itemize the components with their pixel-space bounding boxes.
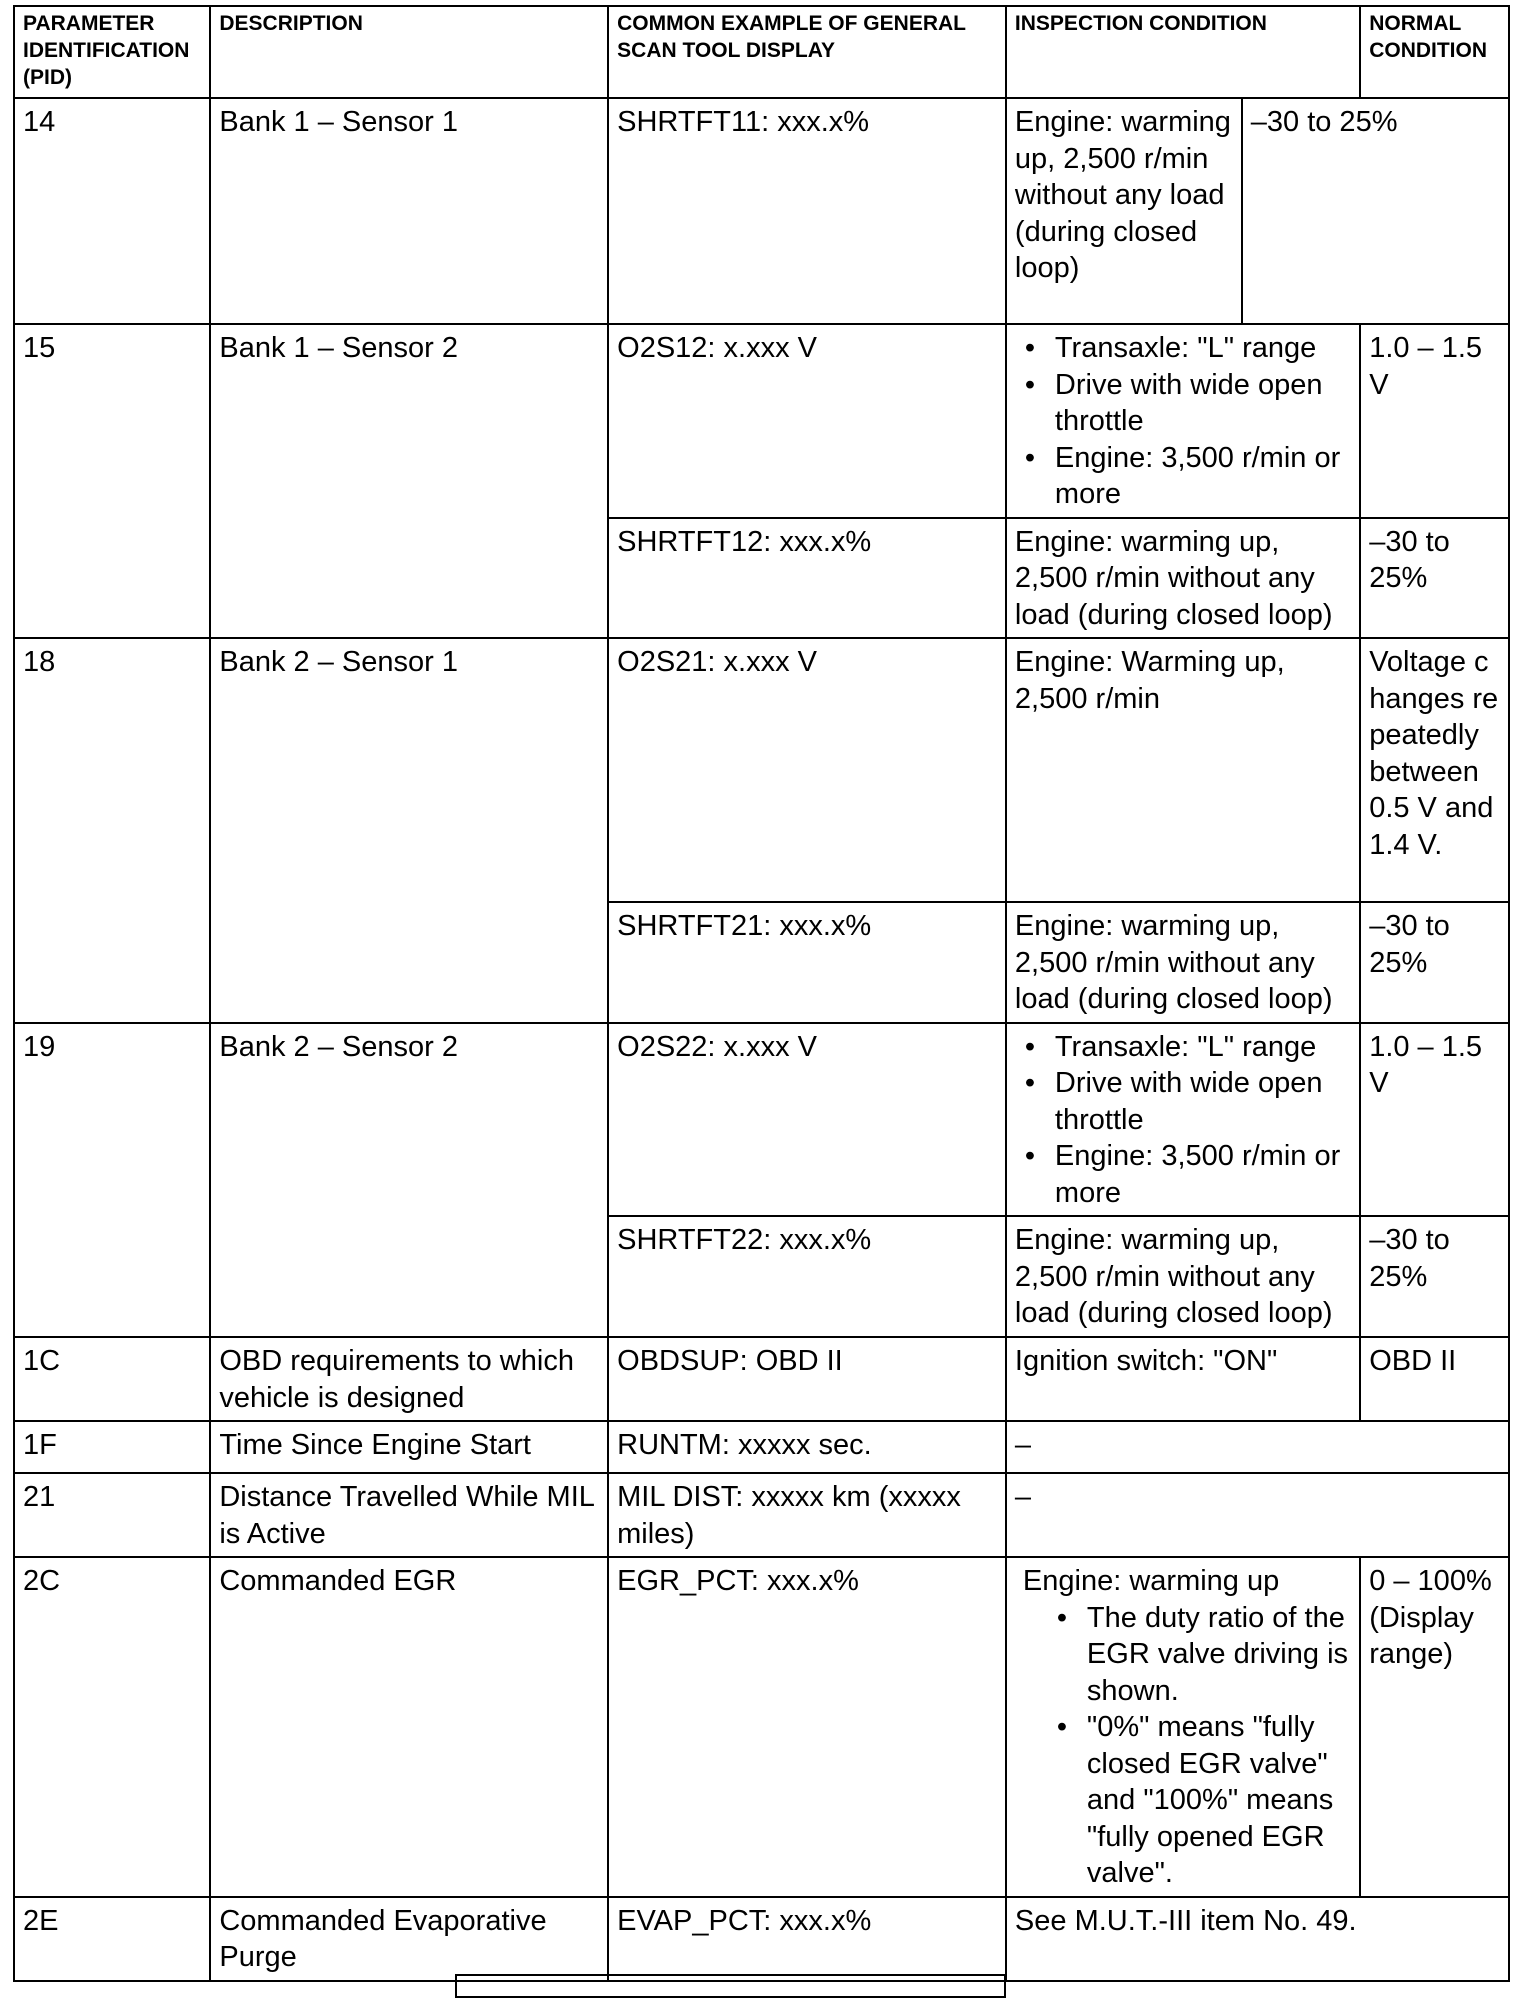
list-item: • Drive with wide open throttle [1055,367,1351,440]
cell-display: SHRTFT22: xxx.x% [608,1216,1006,1337]
cell-display: MIL DIST: xxxxx km (xxxxx miles) [608,1473,1006,1557]
header-pid: PARAMETER IDENTIFICATION (PID) [14,6,210,98]
cell-inspection [1006,1557,1360,1897]
cell-display: EGR_PCT: xxx.x% [608,1557,1006,1897]
header-inspection: INSPECTION CONDITION [1006,6,1360,98]
cell-display: SHRTFT11: xxx.x% [608,98,1006,324]
cell-pid: 21 [14,1473,210,1557]
cell-display: O2S22: x.xxx V [608,1023,1006,1217]
cell-inspection [1006,1023,1360,1217]
cell-inspection: Ignition switch: "ON" [1006,1337,1360,1421]
cell-inspection: Engine: warming up, 2,500 r/min without any load (during closed loop) [1006,518,1360,639]
cell-inspection: See M.U.T.-III item No. 49. [1006,1897,1509,1981]
page-footer-box [455,1974,1006,1998]
list-item: • Transaxle: "L" range [1055,1029,1351,1066]
table-row [14,324,1509,518]
cell-normal: OBD II [1360,1337,1509,1421]
table-row [14,638,1509,902]
table-row [14,1023,1509,1217]
cell-pid: 19 [14,1023,210,1338]
cell-description: Bank 1 – Sensor 2 [210,324,608,638]
cell-pid: 2E [14,1897,210,1981]
cell-display: O2S21: x.xxx V [608,638,1006,902]
cell-normal: –30 to 25% [1360,902,1509,1023]
inspection-bullet-list [1015,330,1351,513]
cell-inspection: – [1006,1473,1509,1557]
list-item: • Transaxle: "L" range [1055,330,1351,367]
cell-pid: 1C [14,1337,210,1421]
cell-inspection: Engine: Warming up, 2,500 r/min [1006,638,1360,902]
list-item: • Engine: 3,500 r/min or more [1055,440,1351,513]
cell-display: SHRTFT21: xxx.x% [608,902,1006,1023]
cell-description: Commanded Evaporative Purge [210,1897,608,1981]
cell-display: RUNTM: xxxxx sec. [608,1421,1006,1473]
cell-description: Bank 2 – Sensor 1 [210,638,608,1023]
inspection-bullet-list [1023,1600,1351,1892]
table-row [14,1557,1509,1897]
cell-display: O2S12: x.xxx V [608,324,1006,518]
cell-display: SHRTFT12: xxx.x% [608,518,1006,639]
cell-pid: 15 [14,324,210,638]
list-item: • Drive with wide open throttle [1055,1065,1351,1138]
table-row [14,1473,1509,1557]
list-item: • "0%" means "fully closed EGR valve" and "100%" means "fully opened EGR valve". [1087,1709,1351,1892]
cell-display: EVAP_PCT: xxx.x% [608,1897,1006,1981]
cell-pid: 2C [14,1557,210,1897]
cell-normal: –30 to 25% [1360,1216,1509,1337]
cell-inspection: – [1006,1421,1509,1473]
list-item: • The duty ratio of the EGR valve driving is shown. [1087,1600,1351,1710]
cell-normal: –30 to 25% [1242,98,1509,324]
inspection-lead: Engine: warming up [1022,1565,1280,1597]
cell-normal: 1.0 – 1.5 V [1360,1023,1509,1217]
cell-description: Time Since Engine Start [210,1421,608,1473]
cell-description: Bank 1 – Sensor 1 [210,98,608,324]
cell-pid: 14 [14,98,210,324]
header-normal: NORMAL CONDITION [1360,6,1509,98]
header-row [14,6,1509,98]
cell-inspection [1006,324,1360,518]
table-row [14,1337,1509,1421]
cell-pid: 18 [14,638,210,1023]
cell-description: Distance Travelled While MIL is Active [210,1473,608,1557]
cell-pid: 1F [14,1421,210,1473]
cell-inspection: Engine: warming up, 2,500 r/min without any load (during closed loop) [1006,98,1242,324]
cell-normal: 0 – 100% (Display range) [1360,1557,1509,1897]
table-row [14,1421,1509,1473]
list-item: • Engine: 3,500 r/min or more [1055,1138,1351,1211]
pid-table [13,5,1510,1982]
cell-inspection: Engine: warming up, 2,500 r/min without any load (during closed loop) [1006,1216,1360,1337]
cell-description: OBD requirements to which vehicle is designed [210,1337,608,1421]
cell-description: Commanded EGR [210,1557,608,1897]
cell-normal: –30 to 25% [1360,518,1509,639]
table-row [14,98,1509,324]
cell-display: OBDSUP: OBD II [608,1337,1006,1421]
table-row [14,1897,1509,1981]
inspection-bullet-list [1015,1029,1351,1212]
egr-inspection-block [1015,1563,1351,1892]
cell-description: Bank 2 – Sensor 2 [210,1023,608,1338]
header-description: DESCRIPTION [210,6,608,98]
cell-normal: 1.0 – 1.5 V [1360,324,1509,518]
cell-normal: Voltage changes repeatedly between 0.5 V and 1.4 V. [1360,638,1509,902]
cell-inspection: Engine: warming up, 2,500 r/min without any load (during closed loop) [1006,902,1360,1023]
header-scan-display: COMMON EXAMPLE OF GENERAL SCAN TOOL DISPLAY [608,6,1006,98]
